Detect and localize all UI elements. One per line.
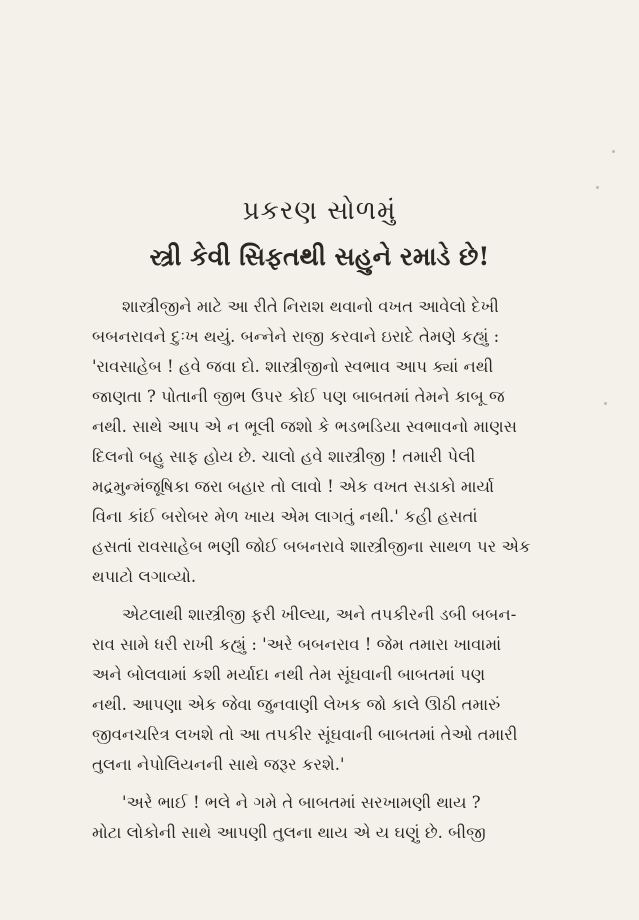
text-line: તુલના નેપોલિયનની સાથે જરૂર કરશે.' (92, 755, 345, 774)
text-line: 'રાવસાહેબ ! હવે જવા દો. શાસ્ત્રીજીનો સ્વભાવ આપ ક્યાં નથી (92, 357, 494, 376)
text-line: બબનરાવને દુઃખ થયું. બન્નેને રાજી કરવાને ઇરાદે તેમણે કહ્યું : (92, 327, 500, 346)
chapter-subtitle: સ્ત્રી કેવી સિફતથી સહુને રમાડે છે! (149, 242, 490, 271)
text-line: મોટા લોકોની સાથે આપણી તુલના થાય એ ય ઘણું છે. બીજી (92, 823, 486, 842)
paper-speck (596, 186, 599, 189)
text-line: શાસ્ત્રીજીને માટે આ રીતે નિરાશ થવાનો વખત આવેલો દેખી (122, 297, 499, 316)
text-line: નથી. સાથે આપ એ ન ભૂલી જશો કે ભડભડિયા સ્વભાવનો માણસ (92, 417, 517, 436)
paragraph-gap (92, 592, 632, 600)
text-line: 'અરે ભાઈ ! ભલે ને ગમે તે બાબતમાં સરખામણી થાય ? (122, 793, 481, 812)
body-text (92, 292, 632, 848)
chapter-title: પ્રકરણ સોળમું (242, 196, 397, 226)
text-line: એટલાથી શાસ્ત્રીજી ફરી ખીલ્યા, અને તપકીરની ડબી બબન- (122, 605, 517, 624)
text-line: હસતાં રાવસાહેબ ભણી જોઈ બબનરાવે શાસ્ત્રીજીના સાથળ પર એક (92, 537, 531, 556)
text-line: થપાટો લગાવ્યો. (92, 567, 197, 586)
paper-speck (612, 150, 615, 153)
text-line: મદ્રમુન્મંજૂષિકા જરા બહાર તો લાવો ! એક વખત સડાકો માર્યા (92, 477, 495, 496)
text-line: જાણતા ? પોતાની જીભ ઉપર કોઈ પણ બાબતમાં તેમને કાબૂ જ (92, 387, 505, 406)
text-line: રાવ સામે ધરી રાખી કહ્યું : 'અરે બબનરાવ ! જેમ તમારા ખાવામાં (92, 635, 502, 654)
text-line: દિલનો બહુ સાફ હોય છે. ચાલો હવે શાસ્ત્રીજી ! તમારી પેલી (92, 447, 476, 466)
text-line: અને બોલવામાં કશી મર્યાદા નથી તેમ સૂંઘવાની બાબતમાં પણ (92, 665, 486, 684)
paragraph-gap (92, 780, 632, 788)
text-line: જીવનચરિત્ર લખશે તો આ તપકીર સૂંઘવાની બાબતમાં તેઓ તમારી (92, 725, 518, 744)
text-line: નથી. આપણા એક જેવા જુનવાણી લેખક જો કાલે ઊઠી તમારું (92, 695, 501, 714)
paper-speck (604, 402, 607, 405)
text-line: વિના કાંઈ બરોબર મેળ ખાય એમ લાગતું નથી.' કહી હસતાં (92, 507, 478, 526)
